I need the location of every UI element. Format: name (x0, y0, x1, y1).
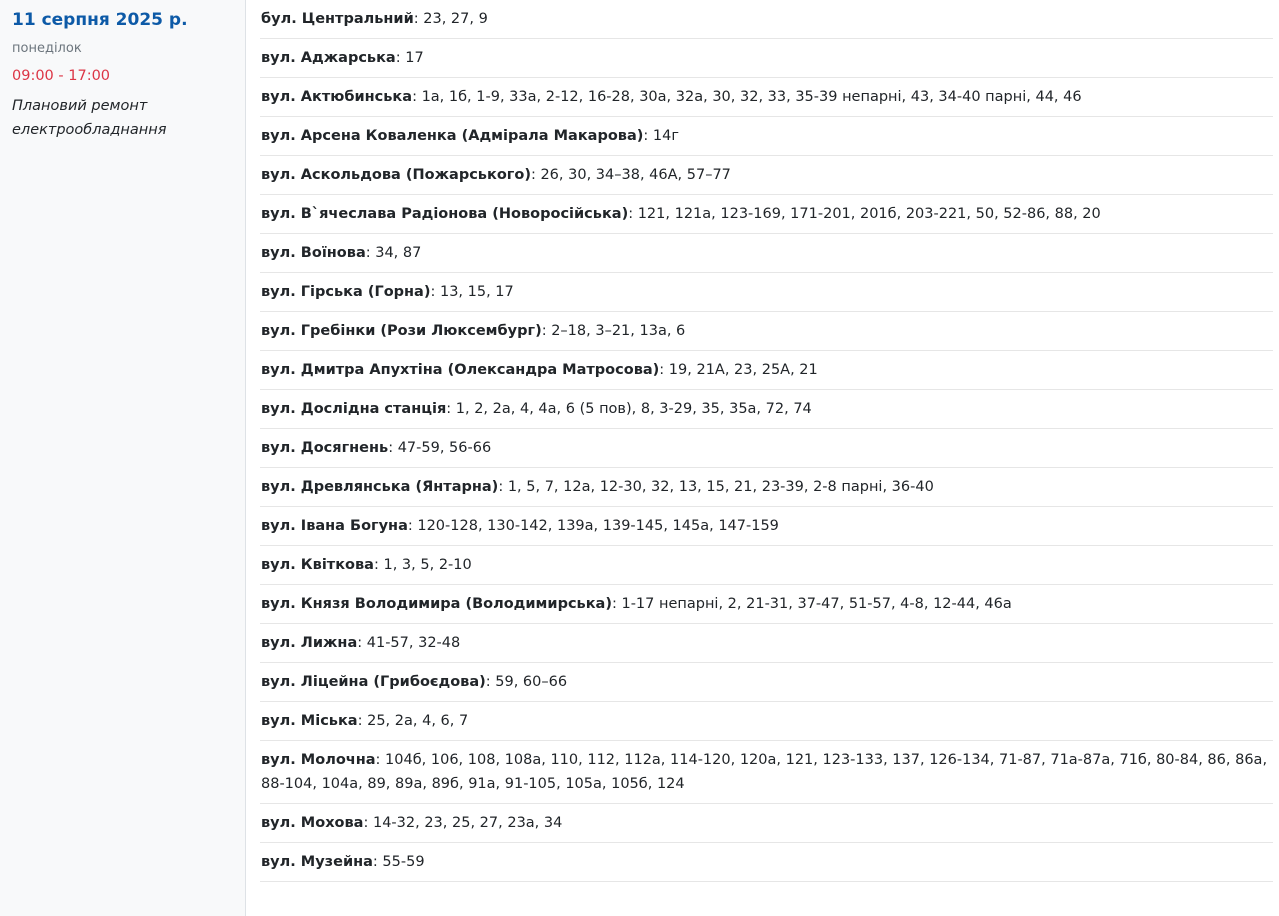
street-houses: 17 (405, 50, 424, 66)
street-houses: 1, 2, 2а, 4, 4а, 6 (5 пов), 8, 3-29, 35, 35а, 72, 74 (455, 401, 812, 417)
street-name: вул. Міська (261, 713, 358, 729)
street-row: вул. Актюбинська: 1а, 1б, 1-9, 33а, 2-12, 16-28, 30а, 32а, 30, 32, 33, 35-39 непарні, 43, 34-40 парні, 44, 46 (260, 78, 1273, 117)
street-houses: 41-57, 32-48 (366, 635, 461, 651)
street-row: вул. Князя Володимира (Володимирська): 1-17 непарні, 2, 21-31, 37-47, 51-57, 4-8, 12-44, 46а (260, 585, 1273, 624)
street-name: вул. Дослідна станція (261, 401, 447, 417)
street-name: вул. Воїнова (261, 245, 366, 261)
street-houses: 121, 121а, 123-169, 171-201, 201б, 203-221, 50, 52-86, 88, 20 (637, 206, 1101, 222)
street-row: вул. Івана Богуна: 120-128, 130-142, 139а, 139-145, 145а, 147-159 (260, 507, 1273, 546)
street-name: вул. Актюбинська (261, 89, 413, 105)
street-houses: 55-59 (382, 854, 425, 870)
street-row: вул. Гірська (Горна): 13, 15, 17 (260, 273, 1273, 312)
outage-weekday: понеділок (12, 41, 82, 56)
street-row: вул. Гребінки (Рози Люксембург): 2–18, 3–21, 13а, 6 (260, 312, 1273, 351)
street-row: вул. Дослідна станція: 1, 2, 2а, 4, 4а, 6 (5 пов), 8, 3-29, 35, 35а, 72, 74 (260, 390, 1273, 429)
street-houses: 104б, 106, 108, 108а, 110, 112, 112а, 114-120, 120а, 121, 123-133, 137, 126-134, 71-87, 71а-87а, 71б, 80-84, 86, 86а, 88-104, 104а, 89, 89а, 89б, 91а, 91-105, 105а, 105б, 124 (261, 752, 1268, 792)
street-houses: 120-128, 130-142, 139а, 139-145, 145а, 147-159 (417, 518, 779, 534)
street-name: бул. Центральний (261, 11, 414, 27)
street-row: вул. В`ячеслава Радіонова (Новоросійська): 121, 121а, 123-169, 171-201, 201б, 203-221, 50, 52-86, 88, 20 (260, 195, 1273, 234)
street-row: вул. Арсена Коваленка (Адмірала Макарова): 14г (260, 117, 1273, 156)
street-row: бул. Центральний: 23, 27, 9 (260, 0, 1273, 39)
street-houses: 1, 3, 5, 2-10 (383, 557, 472, 573)
street-houses: 2–18, 3–21, 13а, 6 (551, 323, 686, 339)
street-houses: 23, 27, 9 (423, 11, 488, 27)
street-houses: 1-17 непарні, 2, 21-31, 37-47, 51-57, 4-8, 12-44, 46а (621, 596, 1012, 612)
outage-date: 11 серпня 2025 р. (12, 10, 188, 30)
street-houses: 1а, 1б, 1-9, 33а, 2-12, 16-28, 30а, 32а, 30, 32, 33, 35-39 непарні, 43, 34-40 парні, 44, 46 (421, 89, 1082, 105)
street-row: вул. Квіткова: 1, 3, 5, 2-10 (260, 546, 1273, 585)
street-row: вул. Молочна: 104б, 106, 108, 108а, 110, 112, 112а, 114-120, 120а, 121, 123-133, 137, 126-134, 71-87, 71а-87а, 71б, 80-84, 86, 86а, 88-104, 104а, 89, 89а, 89б, 91а, 91-105, 105а, 105б, 124 (260, 741, 1273, 804)
street-list (246, 0, 1279, 916)
street-row: вул. Аджарська: 17 (260, 39, 1273, 78)
street-row: вул. Аскольдова (Пожарського): 26, 30, 34–38, 46А, 57–77 (260, 156, 1273, 195)
street-houses: 34, 87 (375, 245, 422, 261)
street-name: вул. Молочна (261, 752, 376, 768)
street-name: вул. Лижна (261, 635, 358, 651)
street-row: вул. Воїнова: 34, 87 (260, 234, 1273, 273)
street-row: вул. Досягнень: 47-59, 56-66 (260, 429, 1273, 468)
street-row: вул. Міська: 25, 2а, 4, 6, 7 (260, 702, 1273, 741)
street-name: вул. Арсена Коваленка (Адмірала Макарова) (261, 128, 644, 144)
street-name: вул. Ліцейна (Грибоєдова) (261, 674, 486, 690)
street-name: вул. Аскольдова (Пожарського) (261, 167, 531, 183)
street-name: вул. Дмитра Апухтіна (Олександра Матросова) (261, 362, 660, 378)
outage-reason: Плановий ремонт електрообладнання (12, 98, 167, 138)
street-name: вул. Гірська (Горна) (261, 284, 431, 300)
street-row: вул. Древлянська (Янтарна): 1, 5, 7, 12а, 12-30, 32, 13, 15, 21, 23-39, 2-8 парні, 36-40 (260, 468, 1273, 507)
street-houses: 47-59, 56-66 (397, 440, 492, 456)
outage-time-range: 09:00 - 17:00 (12, 68, 111, 84)
street-row: вул. Ліцейна (Грибоєдова): 59, 60–66 (260, 663, 1273, 702)
street-name: вул. Гребінки (Рози Люксембург) (261, 323, 542, 339)
street-name: вул. Квіткова (261, 557, 374, 573)
street-name: вул. В`ячеслава Радіонова (Новоросійська) (261, 206, 629, 222)
outage-info-panel (0, 0, 246, 916)
street-row: вул. Дмитра Апухтіна (Олександра Матросова): 19, 21А, 23, 25А, 21 (260, 351, 1273, 390)
street-name: вул. Князя Володимира (Володимирська) (261, 596, 612, 612)
street-houses: 14-32, 23, 25, 27, 23а, 34 (372, 815, 563, 831)
street-houses: 14г (652, 128, 679, 144)
street-row: вул. Музейна: 55-59 (260, 843, 1273, 882)
street-name: вул. Древлянська (Янтарна) (261, 479, 499, 495)
street-name: вул. Аджарська (261, 50, 396, 66)
street-name: вул. Івана Богуна (261, 518, 408, 534)
street-houses: 19, 21А, 23, 25А, 21 (668, 362, 818, 378)
street-row: вул. Лижна: 41-57, 32-48 (260, 624, 1273, 663)
street-houses: 13, 15, 17 (439, 284, 514, 300)
street-row: вул. Мохова: 14-32, 23, 25, 27, 23а, 34 (260, 804, 1273, 843)
street-houses: 26, 30, 34–38, 46А, 57–77 (540, 167, 731, 183)
street-houses: 25, 2а, 4, 6, 7 (367, 713, 469, 729)
street-houses: 1, 5, 7, 12а, 12-30, 32, 13, 15, 21, 23-39, 2-8 парні, 36-40 (507, 479, 934, 495)
street-name: вул. Мохова (261, 815, 364, 831)
street-name: вул. Досягнень (261, 440, 389, 456)
street-houses: 59, 60–66 (495, 674, 568, 690)
street-name: вул. Музейна (261, 854, 373, 870)
